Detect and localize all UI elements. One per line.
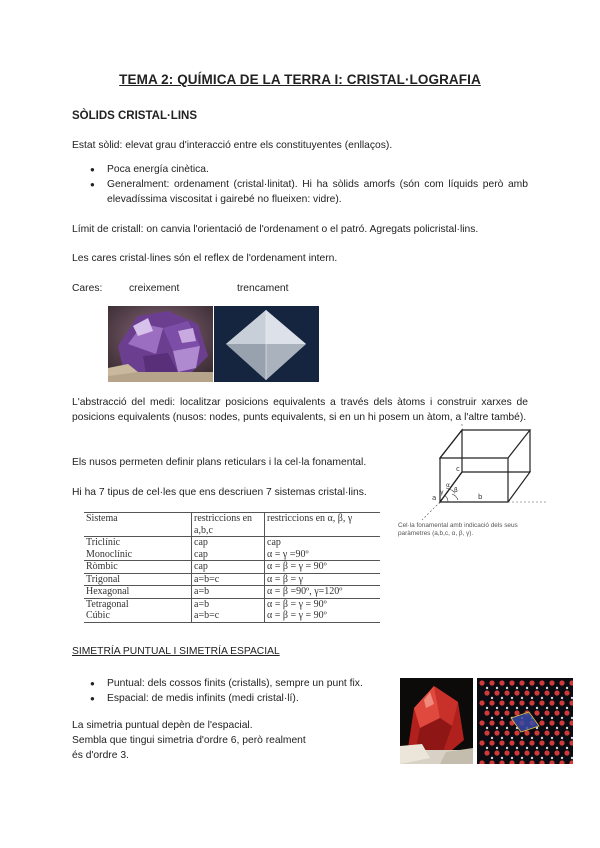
lattice-atom	[491, 717, 493, 719]
lattice-atom	[494, 710, 499, 715]
table-row: Triclínic cap cap	[86, 537, 281, 548]
lattice-atom	[526, 687, 528, 689]
lattice-atom	[501, 757, 503, 759]
lattice-atom	[549, 720, 554, 725]
lattice-atom	[524, 690, 529, 695]
lattice-atom	[559, 680, 564, 685]
crystal-systems-table	[84, 512, 380, 623]
lattice-atom	[564, 750, 569, 755]
paragraph-symmetry-line2: Sembla que tingui simetria d'ordre 6, però realment	[72, 735, 306, 746]
lattice-atom	[551, 717, 553, 719]
lattice-atom	[531, 697, 533, 699]
lattice-atom	[486, 727, 488, 729]
table-row: Monoclínic cap α = γ =90º	[86, 548, 309, 560]
lattice-atom	[526, 707, 528, 709]
lattice-atom	[491, 697, 493, 699]
lattice-atom	[511, 757, 513, 759]
lattice-atom	[521, 757, 523, 759]
lattice-atom	[529, 700, 534, 705]
lattice-atom	[541, 737, 543, 739]
table-row: Ròmbic cap α = β = γ = 90º	[84, 561, 380, 574]
lattice-atom	[554, 690, 559, 695]
lattice-atom	[566, 747, 568, 749]
lattice-atom	[554, 710, 559, 715]
lattice-atom	[539, 700, 544, 705]
lattice-atom	[521, 697, 523, 699]
lattice-atom	[519, 680, 524, 685]
list-item: ● Poca energía cinètica.	[90, 162, 528, 177]
lattice-atom	[514, 710, 519, 715]
lattice-atom	[566, 707, 568, 709]
photo-red-crystal	[400, 678, 473, 764]
list-item: ● Puntual: dels cossos finits (cristalls), sempre un punt fix.	[90, 676, 390, 691]
lattice-atom	[479, 720, 484, 725]
unit-cell-diagram	[418, 422, 558, 522]
table-row: Trigonal a=b=c α = β = γ	[84, 573, 380, 586]
lattice-atom	[551, 737, 553, 739]
lattice-atom	[564, 730, 569, 735]
table-header: restriccions en α, β, γ	[265, 513, 381, 537]
lattice-atom	[534, 730, 539, 735]
lattice-atom	[514, 730, 519, 735]
lattice-atom	[496, 747, 498, 749]
table-row: Hexagonal a=b α = β =90º, γ=120º	[84, 586, 380, 599]
lattice-atom	[524, 750, 529, 755]
lattice-atom	[551, 757, 553, 759]
lattice-atom	[564, 710, 569, 715]
lattice-atom	[516, 747, 518, 749]
lattice-atom	[514, 690, 519, 695]
lattice-atom	[496, 707, 498, 709]
lattice-atom	[551, 697, 553, 699]
bullet-list-symmetry	[90, 676, 390, 706]
lattice-atom	[509, 700, 514, 705]
paragraph-crystal-faces: Les cares cristal·lines són el reflex de l'ordenament intern.	[72, 253, 338, 264]
lattice-atom	[491, 757, 493, 759]
lattice-atom	[501, 717, 503, 719]
lattice-atom	[499, 740, 504, 745]
lattice-atom	[509, 680, 514, 685]
lattice-atom	[504, 690, 509, 695]
section-heading-solids: SÒLIDS CRISTAL·LINS	[72, 110, 198, 122]
lattice-atom	[504, 730, 509, 735]
lattice-atom	[484, 750, 489, 755]
lattice-atom	[546, 707, 548, 709]
cell-label-a: a	[432, 494, 437, 502]
lattice-atom	[544, 710, 549, 715]
lattice-atom	[559, 740, 564, 745]
photo-crystal-break	[214, 306, 319, 382]
lattice-atom	[511, 737, 513, 739]
paragraph-nodes: Els nusos permeten definir plans reticulars i la cel·la fonamental.	[72, 457, 367, 468]
lattice-atom	[514, 750, 519, 755]
lattice-atom	[541, 697, 543, 699]
lattice-atom	[526, 747, 528, 749]
lattice-atom	[556, 687, 558, 689]
lattice-atom	[544, 730, 549, 735]
lattice-atom	[566, 687, 568, 689]
paragraph-solid-state: Estat sòlid: elevat grau d'interacció entre els constituyentes (enllaços).	[72, 140, 393, 151]
lattice-atom	[519, 740, 524, 745]
lattice-atom	[506, 687, 508, 689]
lattice-atom	[506, 707, 508, 709]
lattice-atom	[504, 710, 509, 715]
lattice-atom	[566, 727, 568, 729]
lattice-atom	[561, 737, 563, 739]
cell-label-b: b	[478, 493, 483, 501]
list-item: ● Generalment: ordenament (cristal·linitat). Hi ha sòlids amorfs (són com líquids però amb elevadíssima viscositat i gairebé no flueixen: vidre).	[90, 177, 528, 207]
lattice-atom	[559, 700, 564, 705]
lattice-atom	[549, 700, 554, 705]
section-heading-symmetry: SIMETRÍA PUNTUAL I SIMETRÍA ESPACIAL	[72, 646, 280, 657]
paragraph-seven-cells: Hi ha 7 tipus de cel·les que ens descriuen 7 sistemas cristal·lins.	[72, 487, 367, 498]
lattice-atom	[479, 680, 484, 685]
lattice-atom	[541, 717, 543, 719]
lattice-atom	[544, 750, 549, 755]
lattice-atom	[479, 700, 484, 705]
lattice-atom	[531, 757, 533, 759]
photo-crystal-growth	[108, 306, 213, 382]
lattice-atom	[486, 747, 488, 749]
lattice-atom	[539, 680, 544, 685]
lattice-atom	[534, 690, 539, 695]
lattice-atom	[491, 737, 493, 739]
lattice-atom	[496, 687, 498, 689]
table-row: Tetragonal a=b α = β = γ = 90º	[84, 598, 380, 610]
photo-crystal-lattice	[477, 678, 573, 764]
lattice-atom	[534, 710, 539, 715]
lattice-atom	[549, 740, 554, 745]
lattice-atom	[556, 747, 558, 749]
list-item: ● Espacial: de medis infinits (medi cristal·lí).	[90, 691, 390, 706]
lattice-atom	[509, 740, 514, 745]
paragraph-symmetry-line3: és d'ordre 3.	[72, 750, 129, 761]
lattice-atom	[561, 757, 563, 759]
lattice-atom	[484, 690, 489, 695]
lattice-atom	[496, 727, 498, 729]
lattice-atom	[499, 700, 504, 705]
lattice-atom	[536, 707, 538, 709]
lattice-atom	[546, 747, 548, 749]
cell-label-c: c	[456, 465, 460, 473]
lattice-atom	[531, 737, 533, 739]
lattice-atom	[494, 750, 499, 755]
paragraph-abstraction: L'abstracció del medi: localitzar posicions equivalents a través dels àtoms i construir xarxes de posicions equivalents (nusos: nodes, punts equivalents, si en un hi posem un àtom, a l'altre també).	[72, 397, 528, 423]
lattice-atom	[556, 707, 558, 709]
lattice-atom	[499, 680, 504, 685]
lattice-atom	[494, 690, 499, 695]
faces-growth-label: creixement	[129, 283, 180, 294]
lattice-atom	[516, 707, 518, 709]
lattice-atom	[479, 740, 484, 745]
lattice-atom	[564, 690, 569, 695]
bullet-list-solids	[90, 162, 528, 207]
unit-cell-caption: Cel·la fonamental amb indicació dels seus paràmetres (a,b,c, α, β, γ).	[398, 522, 518, 537]
cell-label-alpha: α	[446, 482, 450, 489]
lattice-atom	[484, 710, 489, 715]
lattice-atom	[561, 717, 563, 719]
lattice-atom	[534, 750, 539, 755]
lattice-atom	[506, 727, 508, 729]
cell-label-beta: β	[454, 487, 458, 494]
table-header: restriccions en a,b,c	[192, 513, 265, 537]
lattice-atom	[516, 687, 518, 689]
lattice-atom	[484, 730, 489, 735]
lattice-atom	[486, 707, 488, 709]
lattice-atom	[524, 730, 529, 735]
lattice-atom	[489, 700, 494, 705]
lattice-atom	[536, 747, 538, 749]
lattice-atom	[561, 697, 563, 699]
lattice-atom	[489, 720, 494, 725]
lattice-atom	[559, 720, 564, 725]
paragraph-symmetry-line1: La simetria puntual depèn de l'espacial.	[72, 720, 253, 731]
lattice-atom	[519, 700, 524, 705]
lattice-atom	[536, 687, 538, 689]
lattice-atom	[549, 680, 554, 685]
lattice-atom	[494, 730, 499, 735]
lattice-atom	[511, 697, 513, 699]
faces-label: Cares:	[72, 283, 103, 294]
table-row: Cúbic a=b=c α = β = γ = 90º	[84, 610, 380, 622]
cell-label-gamma: γ	[440, 489, 444, 496]
lattice-atom	[489, 740, 494, 745]
lattice-atom	[504, 750, 509, 755]
lattice-atom	[546, 727, 548, 729]
lattice-atom	[554, 750, 559, 755]
lattice-atom	[556, 727, 558, 729]
lattice-atom	[501, 697, 503, 699]
lattice-atom	[521, 737, 523, 739]
lattice-atom	[506, 747, 508, 749]
lattice-atom	[529, 740, 534, 745]
table-header: Sistema	[84, 513, 192, 537]
lattice-atom	[489, 680, 494, 685]
lattice-atom	[529, 680, 534, 685]
lattice-atom	[539, 720, 544, 725]
lattice-atom	[546, 687, 548, 689]
lattice-atom	[486, 687, 488, 689]
lattice-atom	[499, 720, 504, 725]
lattice-atom	[541, 757, 543, 759]
faces-break-label: trencament	[237, 283, 289, 294]
lattice-atom	[501, 737, 503, 739]
page-title: TEMA 2: QUÍMICA DE LA TERRA I: CRISTAL·LOGRAFIA	[119, 72, 481, 87]
paragraph-crystal-limit: Límit de cristall: on canvia l'orientació de l'ordenament o el patró. Agregats policristal·lins.	[72, 224, 479, 235]
lattice-atom	[554, 730, 559, 735]
lattice-atom	[544, 690, 549, 695]
lattice-atom	[539, 740, 544, 745]
